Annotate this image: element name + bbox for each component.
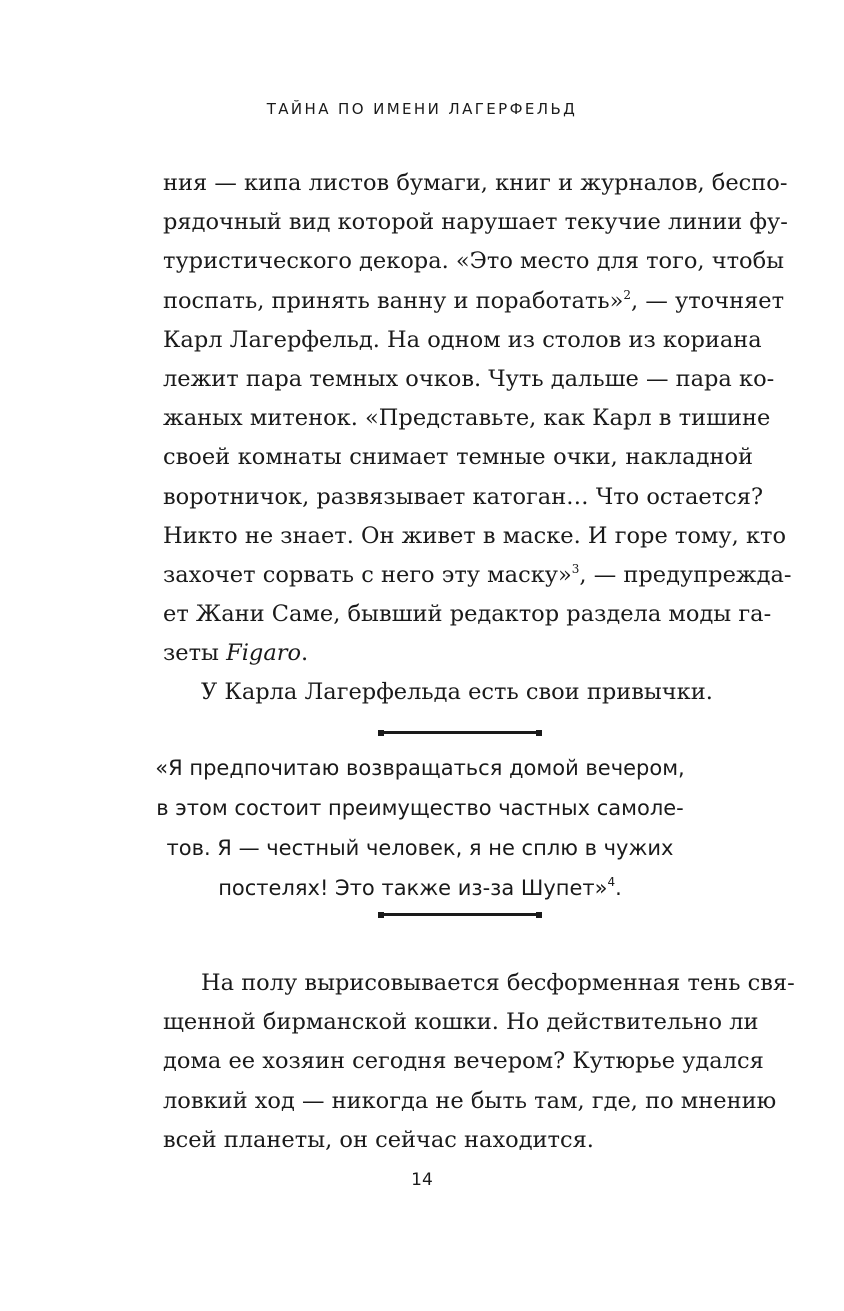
quote-line — [120, 868, 720, 908]
footnote-ref-2[interactable]: 2 — [623, 287, 632, 302]
page-number: 14 — [411, 1170, 433, 1190]
text-segment: поспать, принять ванну и поработать» — [163, 287, 624, 314]
text-line: всей планеты, он сейчас находится. — [163, 1126, 594, 1153]
italic-title: Figaro — [226, 640, 302, 667]
quote-block — [120, 748, 720, 908]
text-line: щенной бирманской кошки. Но действительно ли — [163, 1009, 759, 1036]
text-line: лежит пара темных очков. Чуть дальше — пара ко- — [163, 365, 775, 392]
text-line — [163, 282, 785, 321]
quote-line: в этом состоит преимущество частных самоле- — [156, 796, 684, 820]
text-segment: , — уточняет — [631, 287, 785, 314]
text-line: воротничок, развязывает катоган… Что остается? — [163, 483, 764, 510]
running-head: ТАЙНА ПО ИМЕНИ ЛАГЕРФЕЛЬД — [266, 100, 578, 118]
divider-bottom — [381, 913, 539, 916]
text-line — [163, 556, 792, 595]
quote-line: тов. Я — честный человек, я не сплю в чужих — [166, 836, 674, 860]
paragraph-2: У Карла Лагерфельда есть свои привычки. — [201, 679, 713, 706]
divider-top — [381, 731, 539, 734]
paragraph-1 — [163, 164, 792, 713]
text-line: ет Жани Саме, бывший редактор раздела моды га- — [163, 601, 772, 628]
text-line: ловкий ход — никогда не быть там, где, по мнению — [163, 1087, 777, 1114]
text-segment: . — [615, 876, 622, 900]
text-line: туристического декора. «Это место для того, чтобы — [163, 248, 785, 275]
quote-line: «Я предпочитаю возвращаться домой вечером, — [155, 756, 685, 780]
text-segment: зеты — [163, 640, 227, 667]
text-segment: , — предупрежда- — [579, 561, 792, 588]
text-segment: захочет сорвать с него эту маску» — [163, 561, 572, 588]
text-line: На полу вырисовывается бесформенная тень свя- — [201, 970, 795, 996]
footnote-ref-3[interactable]: 3 — [571, 561, 580, 576]
text-line: жаных митенок. «Представьте, как Карл в тишине — [163, 405, 771, 432]
text-line: ния — кипа листов бумаги, книг и журналов, беспо- — [163, 170, 788, 196]
text-segment: постелях! Это также из-за Шупет» — [218, 876, 608, 900]
text-line: своей комнаты снимает темные очки, накладной — [163, 444, 753, 471]
text-line: дома ее хозяин сегодня вечером? Кутюрье удался — [163, 1048, 764, 1075]
text-line: рядочный вид которой нарушает текучие линии фу- — [163, 209, 788, 236]
paragraph-3 — [163, 964, 795, 1160]
text-line: Никто не знает. Он живет в маске. И горе тому, кто — [163, 522, 787, 549]
footnote-ref-4[interactable]: 4 — [607, 875, 616, 889]
text-segment: . — [301, 640, 309, 667]
text-line — [163, 634, 753, 673]
text-line: Карл Лагерфельд. На одном из столов из кориана — [163, 326, 762, 353]
